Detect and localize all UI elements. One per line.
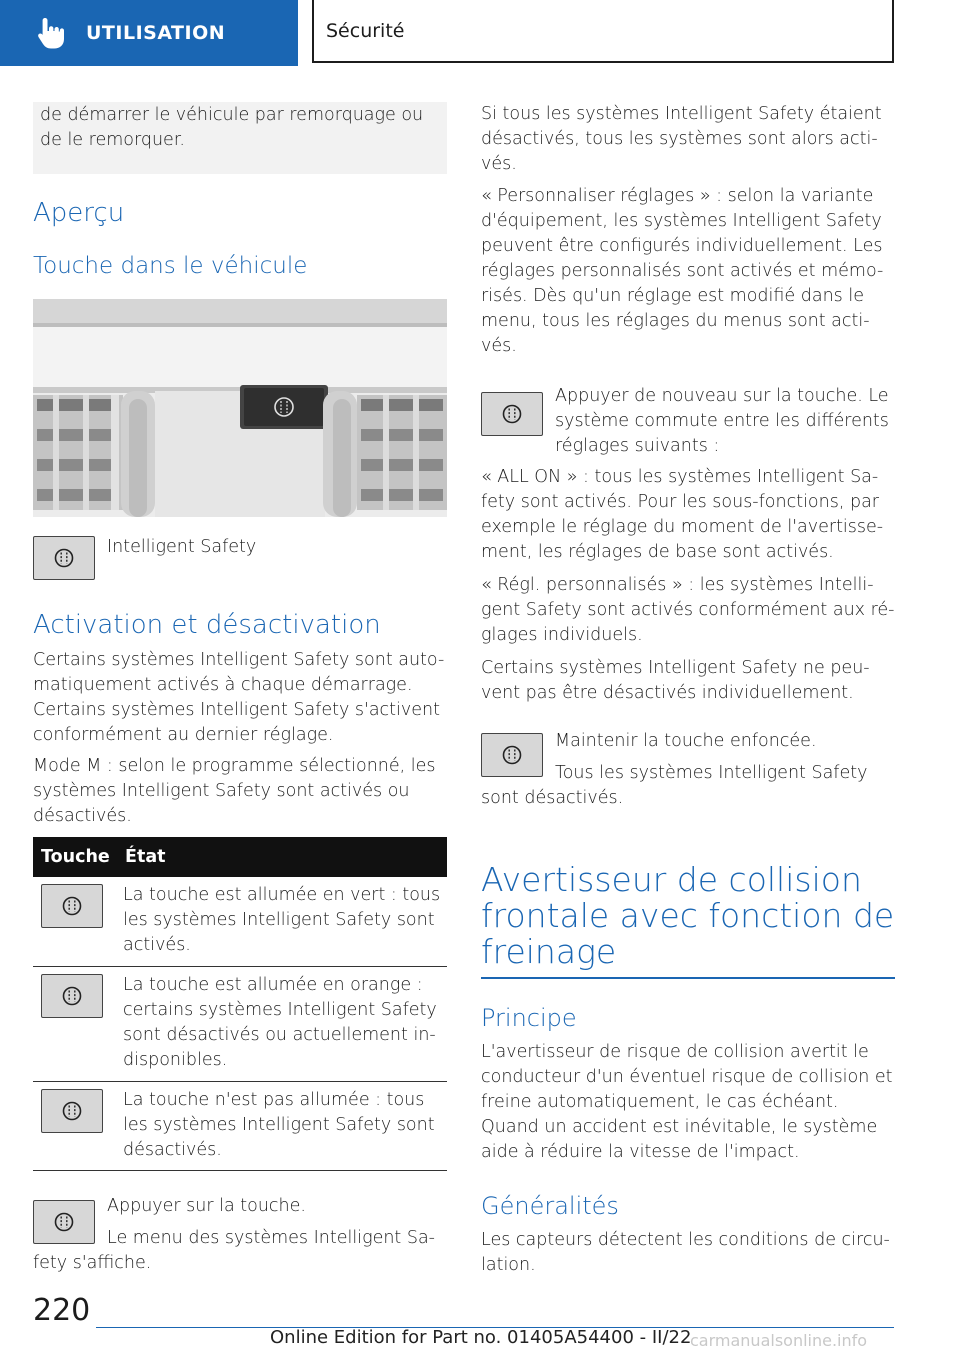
personnaliser-paragraph: « Personnaliser réglages » : selon la variante d'équipement, les systèmes Intelligent Safety peuvent être configurés individuellement. Les réglages personnalisés sont activés et mémo- risés. Dès qu'un réglage est modifié dans le menu, tous les réglages du menus sont acti- vés.: [481, 186, 884, 356]
heading-avertisseur-line-1: Avertisseur de collision: [481, 860, 862, 899]
generalites-paragraph: Les capteurs détectent les conditions de circu- lation.: [481, 1230, 890, 1275]
heading-generalites: Généralités: [481, 1192, 619, 1220]
table-header-touche: Touche: [41, 847, 110, 867]
table-header-etat: État: [125, 847, 166, 867]
intelligent-safety-button-icon: [33, 536, 95, 580]
intelligent-safety-label: Intelligent Safety: [107, 537, 257, 557]
chapter-header: [312, 0, 894, 63]
table-row-1-state: La touche est allumée en vert : tous les systèmes Intelligent Safety sont activés.: [123, 885, 441, 955]
table-row-1-button-icon: [41, 884, 103, 928]
press-result-text: Le menu des systèmes Intelligent Sa- fety s'affiche.: [33, 1228, 435, 1273]
hand-pointer-icon: [36, 16, 66, 50]
section-title: UTILISATION: [86, 22, 226, 44]
hold-result-text: Tous les systèmes Intelligent Safety sont désactivés.: [481, 763, 868, 808]
heading-avertisseur-line-3: freinage: [481, 932, 617, 971]
table-header: [33, 837, 447, 877]
table-row-3-state: La touche n'est pas allumée : tous les systèmes Intelligent Safety sont désactivés.: [123, 1090, 435, 1160]
heading-avertisseur-line-2: frontale avec fonction de: [481, 896, 895, 935]
cannot-deactivate-paragraph: Certains systèmes Intelligent Safety ne peu- vent pas être désactivés individuellement.: [481, 658, 870, 703]
regl-paragraph: « Régl. personnalisés » : les systèmes Intelli- gent Safety sont activés conformément aux ré- glages individuels.: [481, 575, 895, 645]
intro-text: de démarrer le véhicule par remorquage ou de le remorquer.: [40, 105, 424, 150]
activation-paragraph-2: Mode M : selon le programme sélectionné, les systèmes Intelligent Safety sont activés ou désactivés.: [33, 756, 436, 826]
heading-principe: Principe: [481, 1004, 577, 1032]
footer-edition-text: Online Edition for Part no. 01405A54400 - II/22: [270, 1327, 692, 1348]
footer-watermark: carmanualsonline.info: [690, 1331, 868, 1350]
activation-paragraph-1: Certains systèmes Intelligent Safety sont auto- matiquement activés à chaque démarrage. Certains systèmes Intelligent Safety s'activent conformément au dernier réglage.: [33, 650, 445, 745]
all-on-paragraph: « ALL ON » : tous les systèmes Intelligent Sa- fety sont activés. Pour les sous-fonctions, par exemple le réglage du moment de l'avertisse- ment, les réglages de base sont activés.: [481, 467, 884, 562]
page-number: 220: [33, 1293, 91, 1328]
table-row-divider: [33, 966, 447, 967]
table-bottom-rule: [33, 1170, 447, 1171]
table-row-2-button-icon: [41, 974, 103, 1018]
intelligent-safety-icon: [61, 895, 83, 917]
footer-edition: [270, 1327, 691, 1348]
chapter-title: Sécurité: [326, 19, 405, 42]
press-step-text: Appuyer sur la touche.: [107, 1196, 306, 1216]
heading-apercu: Aperçu: [33, 198, 125, 228]
intelligent-safety-icon: [501, 403, 523, 425]
principe-paragraph: L'avertisseur de risque de collision avertit le conducteur d'un éventuel risque de collision et freine automatiquement, le cas échéant. Quand un accident est inévitable, le système aide à réduire la vitesse de l'impact.: [481, 1042, 893, 1162]
hold-step-text: Maintenir la touche enfoncée.: [555, 731, 817, 751]
all-off-paragraph: Si tous les systèmes Intelligent Safety étaient désactivés, tous les systèmes sont alors acti- vés.: [481, 104, 882, 174]
intelligent-safety-icon: [61, 985, 83, 1007]
press-again-button-icon: [481, 392, 543, 436]
press-again-text: Appuyer de nouveau sur la touche. Le système commute entre les différents réglages suivants :: [555, 386, 889, 456]
table-row-divider: [33, 1081, 447, 1082]
intelligent-safety-icon: [61, 1100, 83, 1122]
section-tab: [0, 0, 298, 66]
vehicle-dashboard-illustration: [33, 299, 447, 517]
vehicle-button-photo: [33, 299, 447, 517]
heading-touche: Touche dans le véhicule: [33, 253, 308, 279]
heading-activation: Activation et désactivation: [33, 610, 381, 640]
heading-rule: [481, 977, 895, 979]
heading-avertisseur: [481, 862, 895, 970]
intelligent-safety-icon: [53, 547, 75, 569]
table-row-3-button-icon: [41, 1089, 103, 1133]
table-row-2-state: La touche est allumée en orange : certains systèmes Intelligent Safety sont désactivés ou actuellement in- disponibles.: [123, 975, 437, 1070]
intro-box: [33, 102, 447, 174]
